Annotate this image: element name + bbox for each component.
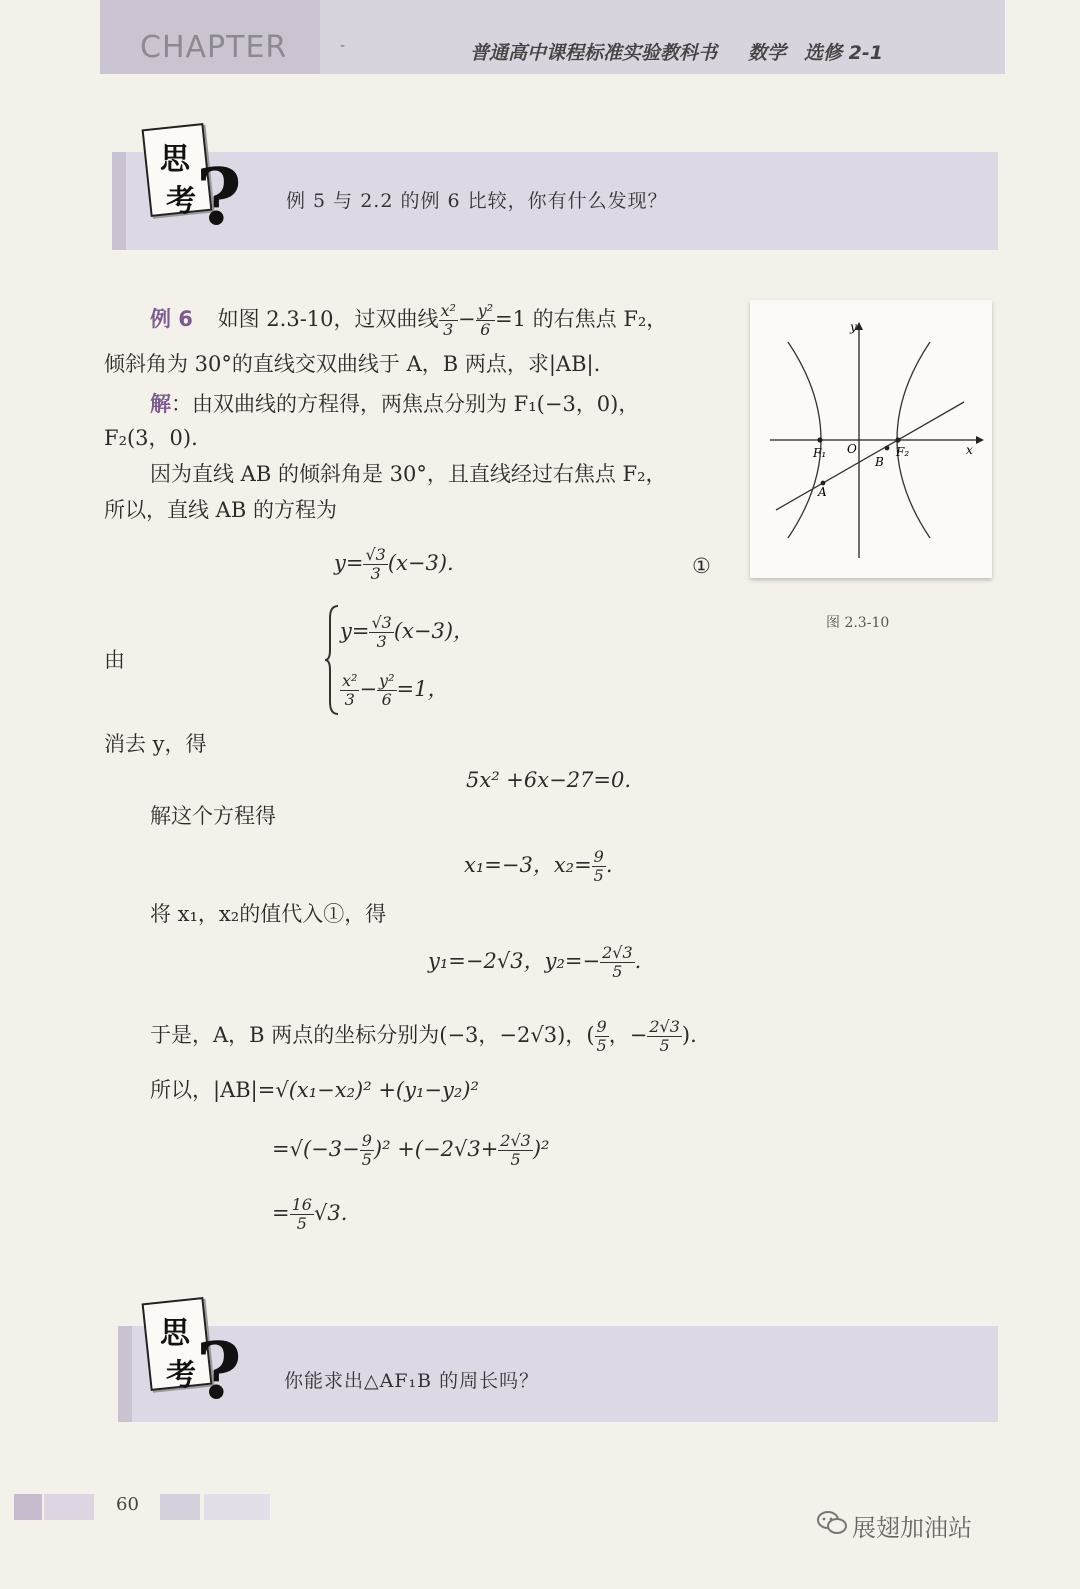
x-axis-arrow — [976, 436, 984, 444]
result-tail: √3. — [313, 1201, 348, 1225]
dist-label: 所以，|AB|= — [150, 1078, 276, 1102]
sys-rest-2: =1， — [396, 677, 449, 701]
sys-y: y= — [340, 619, 370, 643]
footer-block-2 — [44, 1494, 94, 1520]
equation-marker-1: ① — [692, 554, 711, 578]
question-mark-icon: ? — [196, 1326, 242, 1417]
system-line2 — [340, 672, 448, 709]
eq1-rest: (x−3). — [387, 551, 454, 575]
fraction-2sqrt3-5 — [647, 1018, 682, 1055]
fraction-2sqrt3-5 — [498, 1132, 533, 1169]
f1-label: F₁ — [813, 446, 827, 460]
book-title: 普通高中课程标准实验教科书 — [470, 42, 718, 64]
frac-num: x² — [440, 301, 456, 320]
system-prefix: 由 — [104, 648, 125, 672]
focus-f2-point — [895, 437, 900, 442]
minus-sign: − — [457, 307, 476, 331]
roots-pre: x₁=−3，x₂= — [464, 853, 592, 877]
sys-rest-1: (x−3)， — [393, 619, 475, 643]
think-box-1-stripe — [112, 152, 126, 250]
y-values-equation — [428, 944, 641, 981]
figure-caption: 图 2.3-10 — [826, 615, 890, 631]
hyperbola-figure — [750, 300, 992, 578]
frac-num: 2√3 — [602, 943, 633, 962]
frac-den: 5 — [596, 1036, 607, 1055]
origin-label: O — [847, 442, 857, 456]
dist-step2-c: )² — [532, 1137, 550, 1161]
substitute-text: 将 x₁，x₂的值代入①，得 — [150, 902, 387, 926]
frac-num: √3 — [365, 545, 386, 564]
solution-label: 解 — [150, 392, 171, 416]
frac-num: 16 — [291, 1195, 312, 1214]
frac-num: 9 — [596, 1017, 607, 1036]
book-subject: 数学 — [748, 42, 787, 64]
fraction-9-5 — [595, 1018, 609, 1055]
solution-text-1: ：由双曲线的方程得，两焦点分别为 F₁(−3，0)， — [171, 392, 640, 416]
fraction-2sqrt3-5 — [600, 944, 635, 981]
footer-block-3 — [160, 1494, 200, 1520]
frac-den: 5 — [296, 1214, 307, 1233]
minus-sign: − — [359, 677, 378, 701]
fraction-sqrt3-3 — [363, 546, 387, 583]
solution-line3: 因为直线 AB 的倾斜角是 30°，且直线经过右焦点 F₂， — [150, 462, 667, 486]
frac-den: 5 — [612, 962, 623, 981]
distance-line2 — [272, 1132, 549, 1169]
frac-num: 9 — [593, 847, 604, 866]
watermark-text: 展翅加油站 — [852, 1514, 972, 1542]
frac-den: 3 — [370, 564, 381, 583]
think-question-1: 例 5 与 2.2 的例 6 比较，你有什么发现？ — [286, 190, 668, 212]
footer-block-4 — [204, 1494, 270, 1520]
coords-pre: 于是，A，B 两点的坐标分别为(−3，−2√3)，( — [150, 1023, 595, 1047]
frac-num: y² — [379, 671, 395, 690]
roots-equation — [464, 848, 613, 885]
think-box-2 — [118, 1326, 998, 1422]
dist-step2-a: =√(−3− — [272, 1137, 360, 1161]
solution-line1 — [150, 390, 639, 418]
frac-den: 3 — [376, 632, 387, 651]
frac-den: 6 — [480, 320, 491, 339]
chapter-label: CHAPTER — [140, 30, 288, 65]
fraction-x2-3 — [439, 302, 458, 339]
page-number: 60 — [116, 1494, 139, 1515]
period: . — [634, 949, 642, 973]
example-statement-line2: 倾斜角为 30°的直线交双曲线于 A，B 两点，求|AB|. — [104, 352, 601, 376]
fraction-16-5 — [290, 1196, 314, 1233]
a-label: A — [818, 485, 827, 499]
book-volume: 选修 2-1 — [804, 42, 883, 64]
line-ab — [776, 402, 964, 510]
frac-den: 5 — [659, 1036, 670, 1055]
example-text-post: =1 的右焦点 F₂， — [495, 307, 668, 331]
example-text-pre: 如图 2.3-10，过双曲线 — [217, 307, 439, 331]
question-mark-icon: ? — [196, 152, 242, 243]
solution-line2: F₂(3，0). — [104, 426, 198, 450]
figure-frame — [750, 300, 992, 578]
dist-eq: = — [272, 1201, 290, 1225]
distance-line1 — [150, 1076, 479, 1104]
solution-line4: 所以，直线 AB 的方程为 — [104, 498, 337, 522]
line-equation — [334, 546, 454, 583]
yvals-pre: y₁=−2√3，y₂=− — [428, 949, 601, 973]
b-label: B — [875, 455, 884, 469]
fraction-9-5 — [360, 1132, 374, 1169]
header-dash: - — [340, 38, 346, 54]
system-brace — [324, 604, 340, 716]
think-question-2: 你能求出△AF₁B 的周长吗？ — [284, 1370, 540, 1392]
frac-den: 5 — [510, 1150, 521, 1169]
frac-num: 9 — [361, 1131, 372, 1150]
eq1-y: y= — [334, 551, 364, 575]
frac-num: y² — [477, 301, 494, 320]
y-axis-label: y — [850, 320, 857, 334]
frac-num: √3 — [371, 613, 392, 632]
fraction-y2-6 — [476, 302, 495, 339]
fraction-y2-6 — [377, 672, 396, 709]
coords-post: ). — [681, 1023, 697, 1047]
frac-den: 6 — [381, 690, 392, 709]
fraction-sqrt3-3 — [369, 614, 393, 651]
frac-num: x² — [342, 671, 358, 690]
wechat-icon — [816, 1508, 848, 1538]
x-axis-label: x — [966, 443, 973, 457]
coordinates-line — [150, 1018, 697, 1055]
think-char-si-2: 思 — [160, 1316, 190, 1351]
dist-formula: √(x₁−x₂)² +(y₁−y₂)² — [275, 1078, 479, 1102]
quadratic-equation: 5x² +6x−27=0. — [466, 768, 632, 792]
think-char-kao-2: 考 — [166, 1358, 196, 1393]
solve-text: 解这个方程得 — [150, 804, 276, 828]
distance-result — [272, 1196, 347, 1233]
think-box-2-stripe — [118, 1326, 132, 1422]
frac-den: 3 — [344, 690, 355, 709]
footer-block-1 — [14, 1494, 42, 1520]
focus-f1-point — [817, 437, 822, 442]
coords-mid: ，− — [608, 1023, 648, 1047]
eliminate-text: 消去 y，得 — [104, 732, 207, 756]
fraction-x2-3 — [340, 672, 359, 709]
fraction-9-5 — [592, 848, 606, 885]
frac-den: 5 — [361, 1150, 372, 1169]
example-label: 例 6 — [150, 307, 193, 331]
think-char-si-1: 思 — [160, 142, 190, 177]
frac-num: 2√3 — [649, 1017, 680, 1036]
frac-den: 3 — [443, 320, 454, 339]
think-char-kao-1: 考 — [166, 184, 196, 219]
point-b — [885, 446, 890, 451]
f2-label: F₂ — [896, 445, 910, 459]
frac-den: 5 — [593, 866, 604, 885]
frac-num: 2√3 — [500, 1131, 531, 1150]
period: . — [605, 853, 613, 877]
system-line1 — [340, 614, 474, 651]
example-statement-line1 — [150, 302, 667, 339]
dist-step2-b: )² +(−2√3+ — [373, 1137, 499, 1161]
